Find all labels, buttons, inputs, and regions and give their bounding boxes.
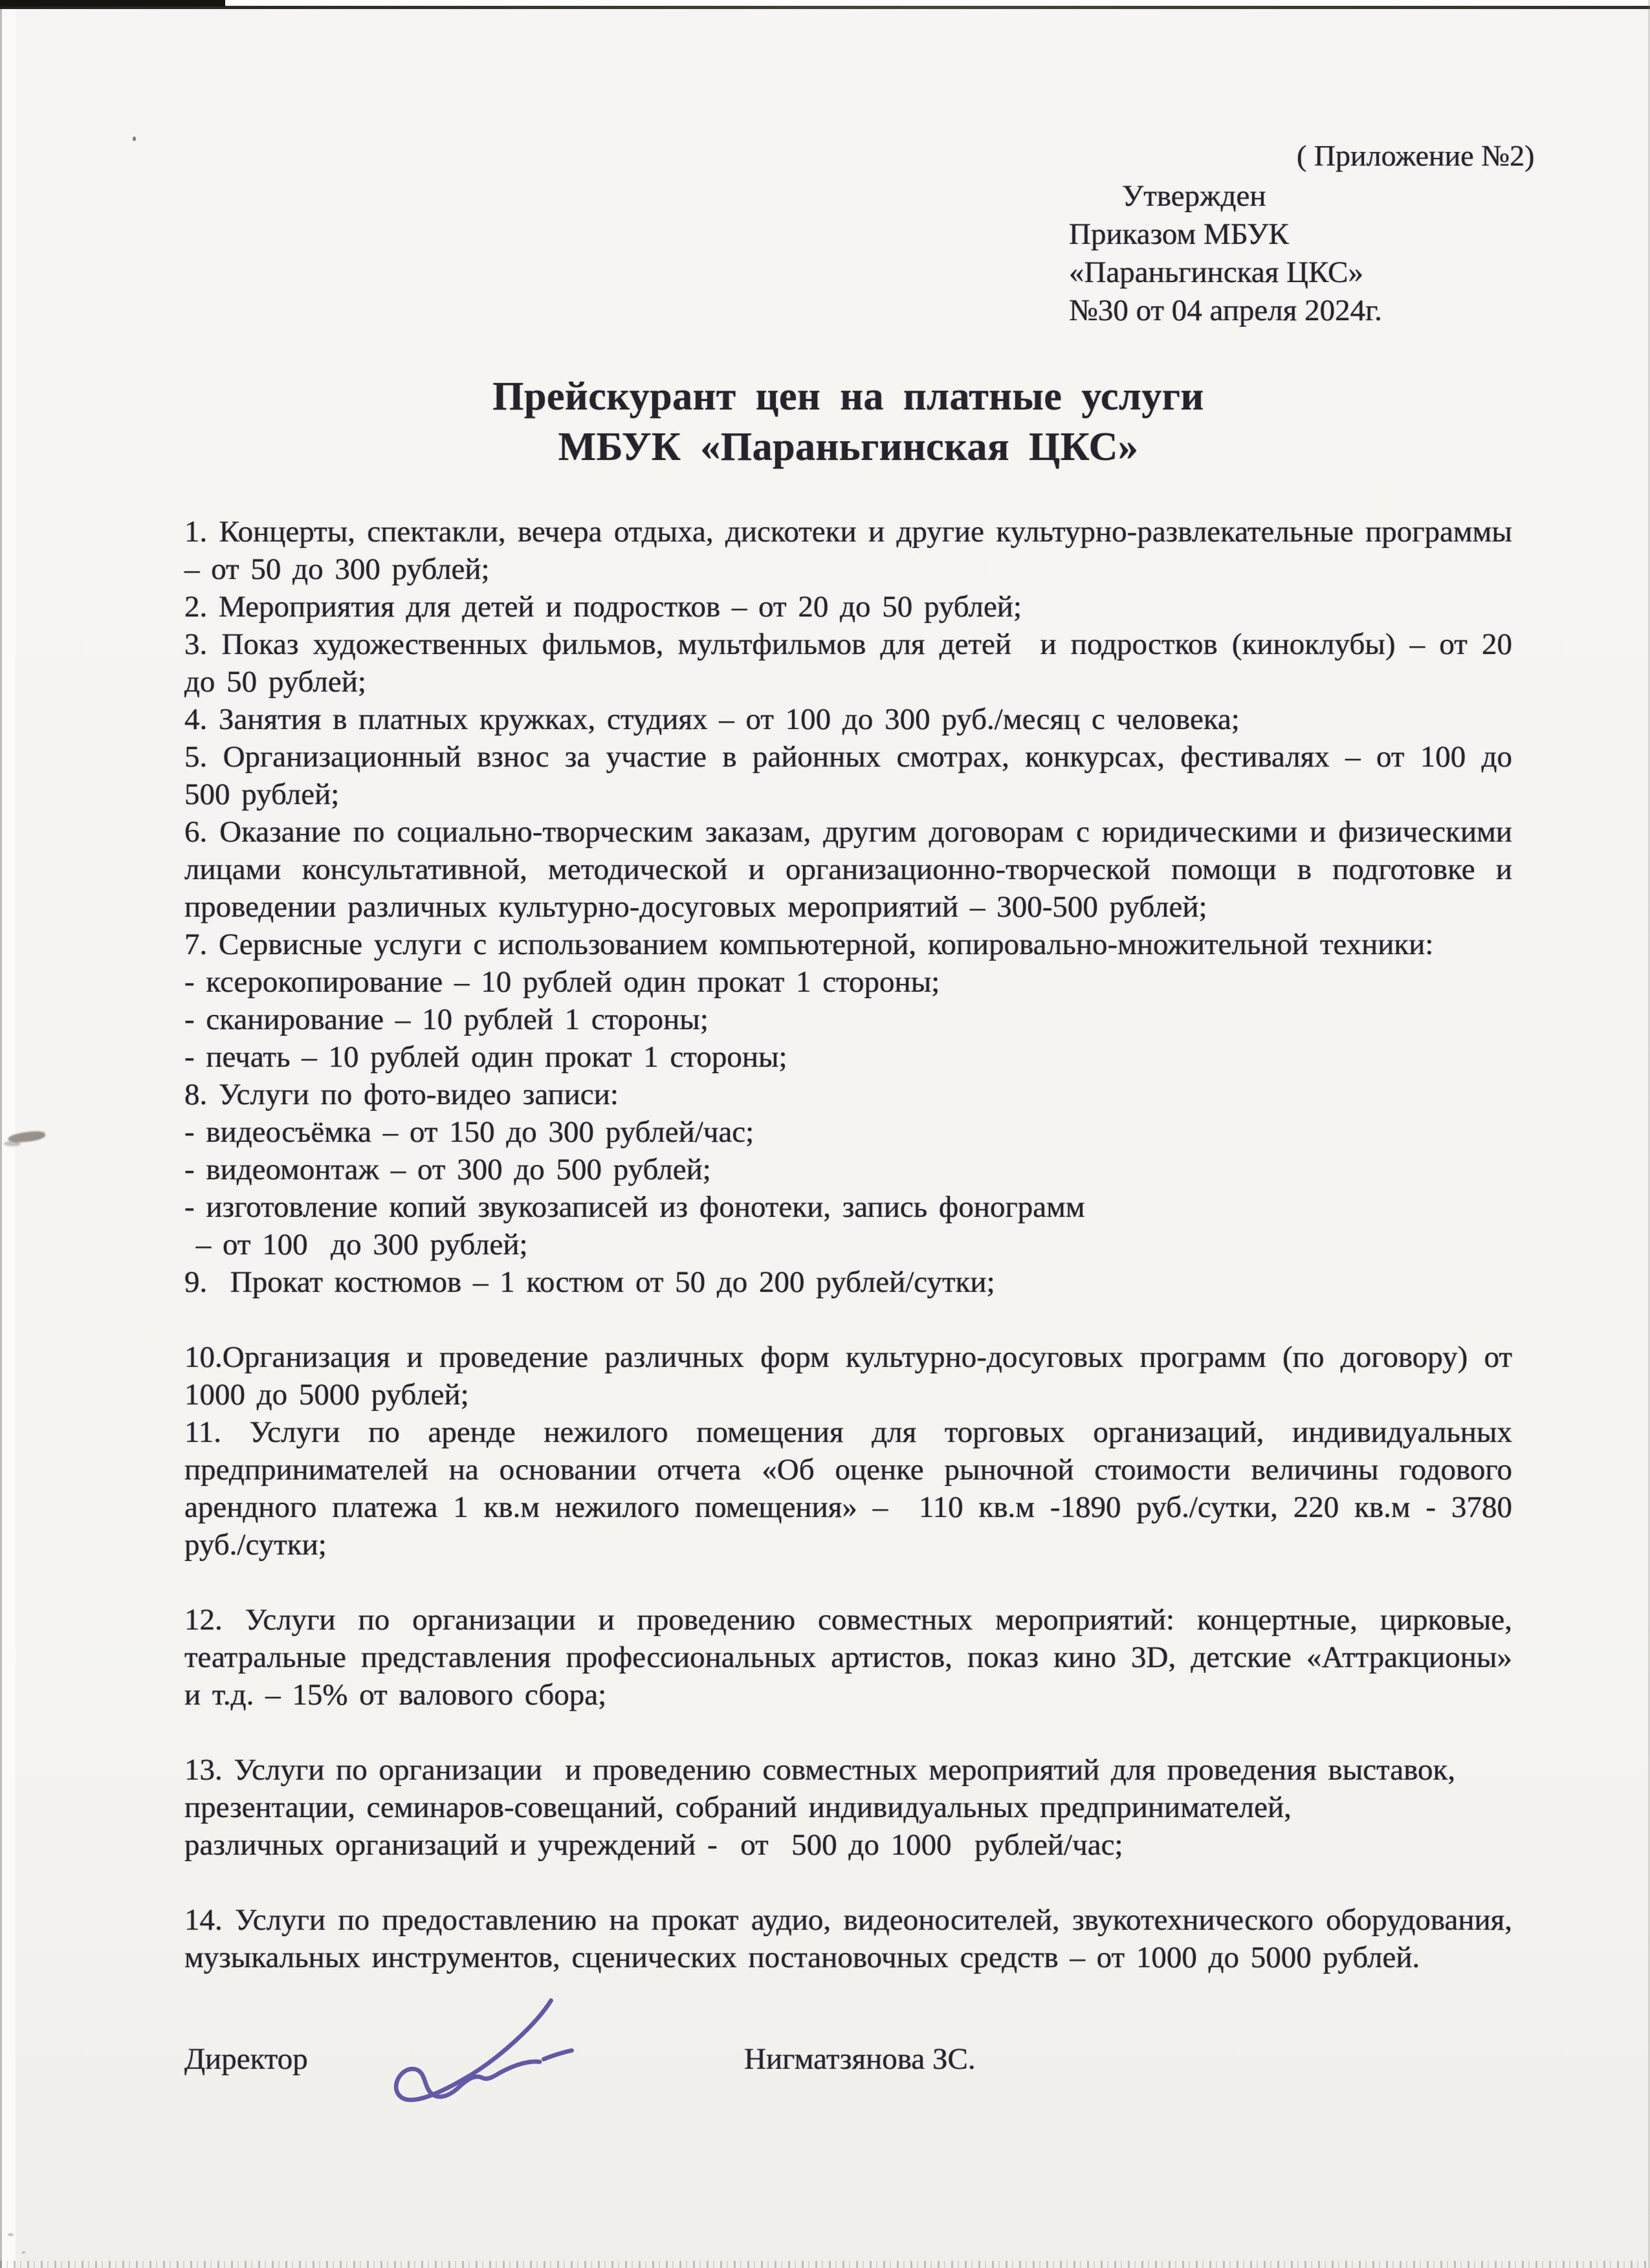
scan-edge-left-line (0, 9, 2, 2268)
price-list-item: презентации, семинаров-совещаний, собраний индивидуальных предпринимателей, (184, 1791, 1292, 1824)
page-title (184, 371, 1512, 472)
approval-line: Приказом МБУК (1069, 217, 1289, 251)
signer-name: Нигматзянова ЗС. (744, 2042, 976, 2076)
scan-edge-top-line (0, 6, 1650, 9)
price-list-item: - изготовление копий звукозаписей из фонотеки, запись фонограмм (184, 1190, 1085, 1224)
price-list-item: 13. Услуги по организации и проведению совместных мероприятий для проведения выставок, (184, 1753, 1456, 1787)
scan-speck (22, 2251, 25, 2254)
price-list-item: 3. Показ художественных фильмов, мультфильмов для детей и подростков (киноклубы) – от 20 до 50 рублей; (184, 627, 1524, 699)
price-list-item: 12. Услуги по организации и проведению совместных мероприятий: концертные, цирковые, театральные представления профессиональных артистов, показ кино 3D, детские «Аттракционы» и т.д. – 15% от валового сбора; (184, 1603, 1524, 1712)
price-list-item: - сканирование – 10 рублей 1 стороны; (184, 1003, 709, 1036)
price-list-item: 11. Услуги по аренде нежилого помещения для торговых организаций, индивидуальных предпринимателей на основании отчета «Об оценке рыночной стоимости величины годового арендного платежа 1 кв.м нежилого помещения» – 110 кв.м -1890 руб./сутки, 220 кв.м - 3780 руб./сутки; (184, 1415, 1524, 1562)
price-list-item: 5. Организационный взнос за участие в районных смотрах, конкурсах, фестивалях – от 100 до 500 рублей; (184, 740, 1524, 811)
scan-speck (133, 136, 136, 141)
price-list-item: 6. Оказание по социально-творческим заказам, другим договорам с юридическими и физическими лицами консультативной, методической и организационно-творческой помощи в подготовке и проведении различных культурно-досуговых мероприятий – 300-500 рублей; (184, 815, 1524, 924)
price-list-item: 7. Сервисные услуги с использованием компьютерной, копировально-множительной техники: (184, 928, 1434, 961)
price-list-item: различных организаций и учреждений - от 500 до 1000 рублей/час; (184, 1828, 1123, 1862)
page-title-line-1: Прейскурант цен на платные услуги (492, 375, 1204, 419)
price-list-item: - ксерокопирование – 10 рублей один прокат 1 стороны; (184, 965, 940, 999)
price-list-item: - видеосъёмка – от 150 до 300 рублей/час; (184, 1115, 754, 1149)
approval-line: «Параньгинская ЦКС» (1069, 256, 1364, 289)
price-list-item: 4. Занятия в платных кружках, студиях – от 100 до 300 руб./месяц с человека; (184, 703, 1240, 736)
price-list-item: 8. Услуги по фото-видео записи: (184, 1078, 619, 1111)
price-list-item: 10.Организация и проведение различных форм культурно-досуговых программ (по договору) от 1000 до 5000 рублей; (184, 1340, 1524, 1412)
appendix-note: ( Приложение №2) (1297, 139, 1535, 172)
price-list-item: 9. Прокат костюмов – 1 костюм от 50 до 200 рублей/сутки; (184, 1265, 995, 1299)
approval-line: №30 от 04 апреля 2024г. (1069, 294, 1382, 327)
price-list-item: 1. Концерты, спектакли, вечера отдыха, дискотеки и другие культурно-развлекательные программы – от 50 до 300 рублей; (184, 515, 1524, 586)
signature-handwriting-icon (362, 1994, 582, 2117)
approval-block (1069, 177, 1382, 330)
price-list-item: - печать – 10 рублей один прокат 1 стороны; (184, 1040, 787, 1074)
scan-edge-top-white (0, 0, 1650, 6)
price-list-item: - видеомонтаж – от 300 до 500 рублей; (184, 1153, 711, 1186)
page-title-line-2: МБУК «Параньгинская ЦКС» (558, 425, 1139, 469)
scan-speck (8, 2233, 14, 2236)
approval-line: Утвержден (1122, 179, 1266, 213)
scan-edge-top-black (0, 0, 225, 6)
scan-edge-bottom-grain (0, 2261, 1650, 2268)
signer-role-label: Директор (184, 2042, 308, 2076)
scan-smudge (4, 1141, 21, 1146)
price-list-item: 14. Услуги по предоставлению на прокат аудио, видеоносителей, звукотехнического оборудования, музыкальных инструментов, сценических постановочных средств – от 1000 до 5000 рублей. (184, 1903, 1524, 1974)
price-list-item: 2. Мероприятия для детей и подростков – от 20 до 50 рублей; (184, 590, 1022, 624)
price-list (184, 513, 1524, 1976)
price-list-item: – от 100 до 300 рублей; (184, 1228, 528, 1261)
